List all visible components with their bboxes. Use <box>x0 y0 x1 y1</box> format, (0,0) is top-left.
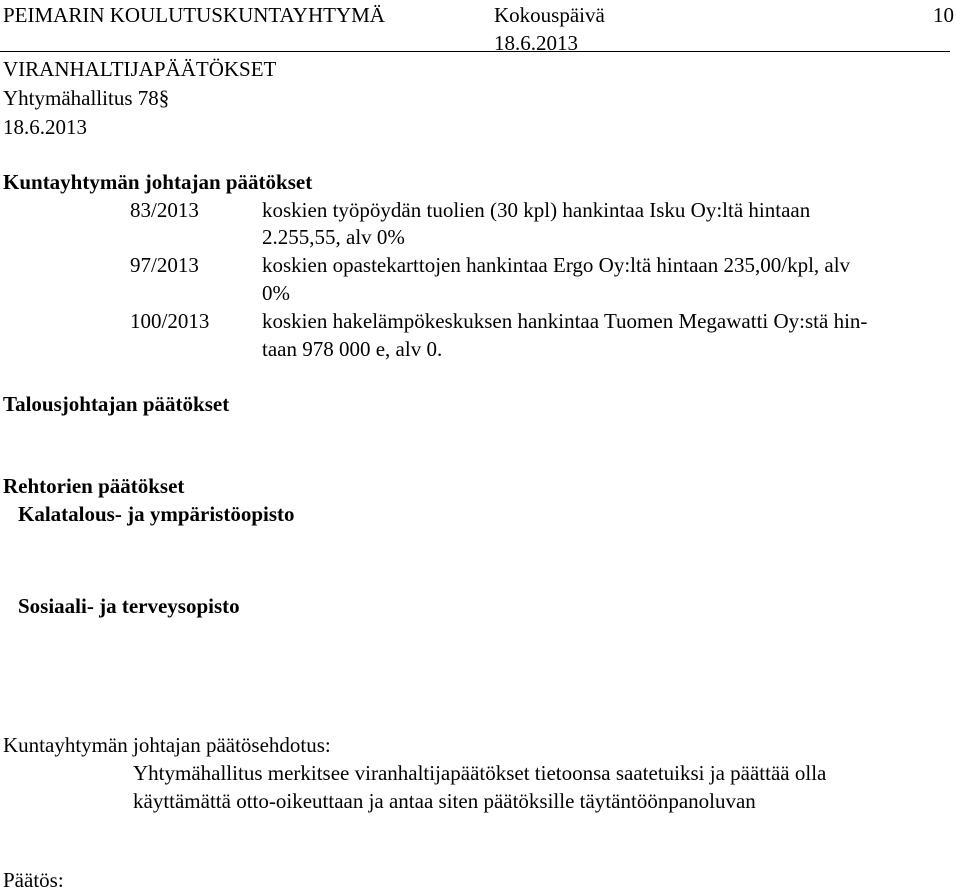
decision-text: koskien työpöydän tuolien (30 kpl) hankintaa Isku Oy:ltä hintaan <box>262 198 811 222</box>
decision-label: Päätös: <box>3 868 64 892</box>
subsection-heading: Kalatalous- ja ympäristöopisto <box>18 502 295 526</box>
section-heading: Rehtorien päätökset <box>3 474 185 498</box>
header-rule <box>0 51 950 52</box>
decision-number: 100/2013 <box>130 309 210 333</box>
document-date: 18.6.2013 <box>3 115 87 139</box>
meeting-date: 18.6.2013 <box>494 31 578 55</box>
organization-name: PEIMARIN KOULUTUSKUNTAYHTYMÄ <box>3 3 385 27</box>
meeting-date-label: Kokouspäivä <box>494 3 605 27</box>
decision-number: 97/2013 <box>130 253 199 277</box>
proposal-text: Yhtymähallitus merkitsee viranhaltijapäätökset tietoonsa saatetuiksi ja päättää olla <box>133 761 827 785</box>
page-number: 10 <box>933 3 954 27</box>
section-heading: Kuntayhtymän johtajan päätökset <box>3 170 313 194</box>
decision-text: 2.255,55, alv 0% <box>262 225 405 249</box>
section-reference: Yhtymähallitus 78§ <box>3 86 170 110</box>
proposal-label: Kuntayhtymän johtajan päätösehdotus: <box>3 733 331 757</box>
section-heading: Talousjohtajan päätökset <box>3 392 230 416</box>
decision-text: 0% <box>262 281 290 305</box>
decision-text: koskien hakelämpökeskuksen hankintaa Tuomen Megawatti Oy:stä hin- <box>262 309 868 333</box>
subsection-heading: Sosiaali- ja terveysopisto <box>18 594 240 618</box>
decision-number: 83/2013 <box>130 198 199 222</box>
decision-text: taan 978 000 e, alv 0. <box>262 337 443 361</box>
document-title: VIRANHALTIJAPÄÄTÖKSET <box>3 57 277 81</box>
decision-text: koskien opastekarttojen hankintaa Ergo Oy:ltä hintaan 235,00/kpl, alv <box>262 253 851 277</box>
proposal-text: käyttämättä otto-oikeuttaan ja antaa siten päätöksille täytäntöönpanoluvan <box>133 789 756 813</box>
